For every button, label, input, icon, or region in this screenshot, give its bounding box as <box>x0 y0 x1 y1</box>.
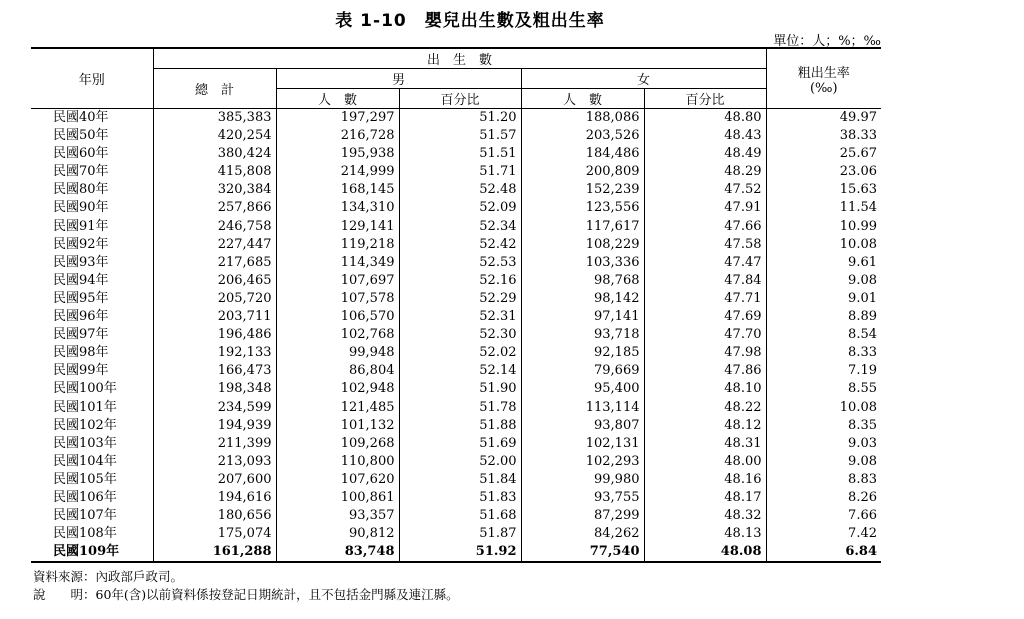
table-row <box>31 525 881 543</box>
table-row <box>31 109 881 128</box>
cell-male-count: 134,310 <box>276 199 399 217</box>
cell-year: 民國98年 <box>53 345 109 361</box>
cell-crude-rate: 8.89 <box>766 308 881 326</box>
cell-male-count: 107,620 <box>276 471 399 489</box>
cell-female-count: 98,768 <box>521 272 644 290</box>
cell-female-count: 93,755 <box>521 489 644 507</box>
cell-male-percent: 51.71 <box>399 163 521 181</box>
cell-year: 民國96年 <box>53 309 109 325</box>
cell-female-percent: 48.43 <box>644 127 766 145</box>
table-row <box>31 380 881 398</box>
cell-total: 205,720 <box>153 290 276 308</box>
cell-female-count: 188,086 <box>521 109 644 128</box>
cell-male-count: 109,268 <box>276 435 399 453</box>
cell-year: 民國99年 <box>53 363 109 379</box>
cell-female-percent: 48.00 <box>644 453 766 471</box>
cell-female-percent: 47.66 <box>644 218 766 236</box>
cell-crude-rate: 15.63 <box>766 181 881 199</box>
cell-male-percent: 52.14 <box>399 362 521 380</box>
cell-crude-rate: 7.66 <box>766 507 881 525</box>
table-row <box>31 435 881 453</box>
cell-total: 206,465 <box>153 272 276 290</box>
cell-crude-rate: 9.08 <box>766 272 881 290</box>
table-row <box>31 199 881 217</box>
cell-year: 民國80年 <box>53 182 109 198</box>
cell-female-count: 203,526 <box>521 127 644 145</box>
header-female: 女 <box>521 69 766 89</box>
cell-year: 民國70年 <box>53 164 109 180</box>
cell-female-count: 184,486 <box>521 145 644 163</box>
cell-crude-rate: 10.08 <box>766 399 881 417</box>
cell-male-percent: 52.48 <box>399 181 521 199</box>
cell-year: 民國109年 <box>31 543 153 562</box>
cell-male-count: 83,748 <box>276 543 399 562</box>
cell-year: 民國93年 <box>53 254 109 270</box>
header-births: 出 生 數 <box>153 48 766 69</box>
cell-year: 民國40年 <box>53 110 109 125</box>
page-title: 表 1-10 嬰兒出生數及粗出生率 <box>335 11 605 31</box>
cell-female-percent: 47.69 <box>644 308 766 326</box>
cell-male-count: 99,948 <box>276 344 399 362</box>
cell-female-percent: 48.22 <box>644 399 766 417</box>
table-row <box>31 145 881 163</box>
cell-female-percent: 48.29 <box>644 163 766 181</box>
cell-male-count: 216,728 <box>276 127 399 145</box>
cell-total: 234,599 <box>153 399 276 417</box>
table-row <box>31 254 881 272</box>
cell-female-percent: 47.86 <box>644 362 766 380</box>
cell-female-count: 98,142 <box>521 290 644 308</box>
cell-female-count: 84,262 <box>521 525 644 543</box>
cell-male-count: 119,218 <box>276 236 399 254</box>
cell-female-percent: 48.13 <box>644 525 766 543</box>
cell-total: 257,866 <box>153 199 276 217</box>
cell-male-percent: 51.92 <box>399 543 521 562</box>
cell-crude-rate: 38.33 <box>766 127 881 145</box>
cell-male-percent: 51.57 <box>399 127 521 145</box>
header-male-count: 人 數 <box>276 89 399 109</box>
cell-male-percent: 52.34 <box>399 218 521 236</box>
cell-total: 198,348 <box>153 380 276 398</box>
cell-total: 203,711 <box>153 308 276 326</box>
table-row <box>31 399 881 417</box>
cell-female-percent: 48.10 <box>644 380 766 398</box>
table-row <box>31 344 881 362</box>
table-row <box>31 308 881 326</box>
cell-crude-rate: 9.03 <box>766 435 881 453</box>
table-row <box>31 218 881 236</box>
cell-female-percent: 47.91 <box>644 199 766 217</box>
unit-label: 單位：人；%；‰ <box>773 34 881 49</box>
cell-female-count: 103,336 <box>521 254 644 272</box>
cell-female-count: 95,400 <box>521 380 644 398</box>
cell-year: 民國104年 <box>53 453 117 469</box>
cell-female-count: 108,229 <box>521 236 644 254</box>
cell-crude-rate: 8.26 <box>766 489 881 507</box>
cell-male-count: 102,768 <box>276 326 399 344</box>
cell-year: 民國50年 <box>53 128 109 144</box>
cell-crude-rate: 8.35 <box>766 417 881 435</box>
cell-year: 民國100年 <box>53 381 117 397</box>
cell-male-percent: 51.88 <box>399 417 521 435</box>
cell-total: 246,758 <box>153 218 276 236</box>
cell-total: 194,616 <box>153 489 276 507</box>
cell-total: 415,808 <box>153 163 276 181</box>
cell-male-count: 214,999 <box>276 163 399 181</box>
cell-crude-rate: 9.01 <box>766 290 881 308</box>
header-crude-rate-unit: (‰) <box>809 80 838 96</box>
cell-crude-rate: 7.42 <box>766 525 881 543</box>
cell-year: 民國103年 <box>53 435 117 451</box>
cell-female-percent: 48.17 <box>644 489 766 507</box>
cell-crude-rate: 8.83 <box>766 471 881 489</box>
table-row <box>31 507 881 525</box>
cell-total: 420,254 <box>153 127 276 145</box>
cell-year: 民國107年 <box>53 508 117 524</box>
cell-female-count: 152,239 <box>521 181 644 199</box>
cell-female-count: 200,809 <box>521 163 644 181</box>
table-row <box>31 471 881 489</box>
table-row <box>31 127 881 145</box>
source-note: 資料來源：內政部戶政司。 <box>33 569 184 584</box>
header-male: 男 <box>276 69 521 89</box>
cell-male-percent: 52.53 <box>399 254 521 272</box>
cell-female-percent: 47.71 <box>644 290 766 308</box>
cell-male-percent: 52.16 <box>399 272 521 290</box>
cell-total: 227,447 <box>153 236 276 254</box>
cell-female-percent: 48.08 <box>644 543 766 562</box>
cell-crude-rate: 9.61 <box>766 254 881 272</box>
cell-crude-rate: 9.08 <box>766 453 881 471</box>
cell-male-count: 100,861 <box>276 489 399 507</box>
cell-total: 196,486 <box>153 326 276 344</box>
cell-male-percent: 52.31 <box>399 308 521 326</box>
cell-female-count: 113,114 <box>521 399 644 417</box>
table-row <box>31 163 881 181</box>
cell-total: 192,133 <box>153 344 276 362</box>
cell-total: 161,288 <box>153 543 276 562</box>
cell-total: 320,384 <box>153 181 276 199</box>
cell-female-percent: 48.12 <box>644 417 766 435</box>
header-total: 總 計 <box>153 69 276 109</box>
cell-male-count: 114,349 <box>276 254 399 272</box>
cell-year: 民國101年 <box>53 399 117 415</box>
cell-total: 213,093 <box>153 453 276 471</box>
cell-female-percent: 48.80 <box>644 109 766 128</box>
cell-year: 民國105年 <box>53 471 117 487</box>
table-row <box>31 417 881 435</box>
cell-male-count: 195,938 <box>276 145 399 163</box>
notes <box>33 568 459 604</box>
cell-male-percent: 51.69 <box>399 435 521 453</box>
cell-male-percent: 52.00 <box>399 453 521 471</box>
births-table <box>31 47 881 563</box>
cell-female-count: 77,540 <box>521 543 644 562</box>
cell-year: 民國90年 <box>53 200 109 216</box>
cell-female-percent: 47.52 <box>644 181 766 199</box>
cell-female-count: 92,185 <box>521 344 644 362</box>
cell-female-percent: 47.47 <box>644 254 766 272</box>
cell-crude-rate: 23.06 <box>766 163 881 181</box>
header-male-percent: 百分比 <box>399 89 521 109</box>
cell-male-count: 93,357 <box>276 507 399 525</box>
cell-male-percent: 52.30 <box>399 326 521 344</box>
cell-male-count: 90,812 <box>276 525 399 543</box>
cell-year: 民國97年 <box>53 327 109 343</box>
cell-year: 民國94年 <box>53 272 109 288</box>
cell-male-count: 102,948 <box>276 380 399 398</box>
cell-year: 民國92年 <box>53 236 109 252</box>
cell-female-count: 93,718 <box>521 326 644 344</box>
cell-crude-rate: 25.67 <box>766 145 881 163</box>
cell-male-percent: 51.84 <box>399 471 521 489</box>
cell-male-percent: 52.09 <box>399 199 521 217</box>
table-row <box>31 236 881 254</box>
cell-female-percent: 47.84 <box>644 272 766 290</box>
cell-year: 民國102年 <box>53 417 117 433</box>
cell-female-count: 123,556 <box>521 199 644 217</box>
cell-year: 民國60年 <box>53 146 109 162</box>
cell-female-count: 99,980 <box>521 471 644 489</box>
table-row <box>31 272 881 290</box>
cell-male-percent: 51.83 <box>399 489 521 507</box>
cell-crude-rate: 8.55 <box>766 380 881 398</box>
header-crude-rate-label: 粗出生率 <box>797 65 850 81</box>
cell-crude-rate: 10.08 <box>766 236 881 254</box>
cell-crude-rate: 7.19 <box>766 362 881 380</box>
cell-male-count: 121,485 <box>276 399 399 417</box>
cell-male-count: 101,132 <box>276 417 399 435</box>
cell-female-count: 102,131 <box>521 435 644 453</box>
cell-female-count: 117,617 <box>521 218 644 236</box>
cell-male-percent: 51.87 <box>399 525 521 543</box>
table-row <box>31 362 881 380</box>
cell-male-percent: 51.90 <box>399 380 521 398</box>
remark-note: 說 明：60年(含)以前資料係按登記日期統計，且不包括金門縣及連江縣。 <box>33 587 459 602</box>
table-row <box>31 326 881 344</box>
cell-male-count: 106,570 <box>276 308 399 326</box>
cell-male-count: 197,297 <box>276 109 399 128</box>
cell-female-count: 102,293 <box>521 453 644 471</box>
cell-male-percent: 51.78 <box>399 399 521 417</box>
header-female-count: 人 數 <box>521 89 644 109</box>
header-year: 年別 <box>31 48 153 109</box>
table-row <box>31 489 881 507</box>
cell-crude-rate: 8.54 <box>766 326 881 344</box>
cell-female-count: 79,669 <box>521 362 644 380</box>
table-row <box>31 453 881 471</box>
cell-crude-rate: 10.99 <box>766 218 881 236</box>
cell-total: 207,600 <box>153 471 276 489</box>
cell-male-count: 168,145 <box>276 181 399 199</box>
cell-year: 民國91年 <box>53 218 109 234</box>
cell-male-count: 86,804 <box>276 362 399 380</box>
cell-female-count: 93,807 <box>521 417 644 435</box>
cell-male-count: 107,578 <box>276 290 399 308</box>
cell-total: 385,383 <box>153 109 276 128</box>
cell-male-count: 107,697 <box>276 272 399 290</box>
cell-female-percent: 47.58 <box>644 236 766 254</box>
cell-total: 217,685 <box>153 254 276 272</box>
cell-total: 380,424 <box>153 145 276 163</box>
cell-male-percent: 51.68 <box>399 507 521 525</box>
cell-female-count: 87,299 <box>521 507 644 525</box>
cell-year: 民國95年 <box>53 290 109 306</box>
header-crude-rate <box>766 48 881 109</box>
table-row <box>31 543 881 562</box>
cell-crude-rate: 6.84 <box>766 543 881 562</box>
cell-female-percent: 48.16 <box>644 471 766 489</box>
cell-crude-rate: 49.97 <box>766 109 881 128</box>
cell-female-percent: 48.49 <box>644 145 766 163</box>
cell-total: 211,399 <box>153 435 276 453</box>
cell-total: 194,939 <box>153 417 276 435</box>
cell-female-percent: 48.31 <box>644 435 766 453</box>
header-female-percent: 百分比 <box>644 89 766 109</box>
cell-male-percent: 52.02 <box>399 344 521 362</box>
cell-year: 民國106年 <box>53 489 117 505</box>
cell-total: 166,473 <box>153 362 276 380</box>
cell-total: 180,656 <box>153 507 276 525</box>
cell-female-percent: 47.98 <box>644 344 766 362</box>
cell-total: 175,074 <box>153 525 276 543</box>
cell-male-percent: 52.29 <box>399 290 521 308</box>
cell-male-percent: 51.20 <box>399 109 521 128</box>
table-row <box>31 290 881 308</box>
cell-male-percent: 52.42 <box>399 236 521 254</box>
cell-female-count: 97,141 <box>521 308 644 326</box>
table-row <box>31 181 881 199</box>
cell-year: 民國108年 <box>53 526 117 542</box>
cell-female-percent: 47.70 <box>644 326 766 344</box>
cell-crude-rate: 8.33 <box>766 344 881 362</box>
cell-male-count: 129,141 <box>276 218 399 236</box>
cell-male-percent: 51.51 <box>399 145 521 163</box>
cell-male-count: 110,800 <box>276 453 399 471</box>
cell-crude-rate: 11.54 <box>766 199 881 217</box>
table-body <box>31 109 881 563</box>
cell-female-percent: 48.32 <box>644 507 766 525</box>
